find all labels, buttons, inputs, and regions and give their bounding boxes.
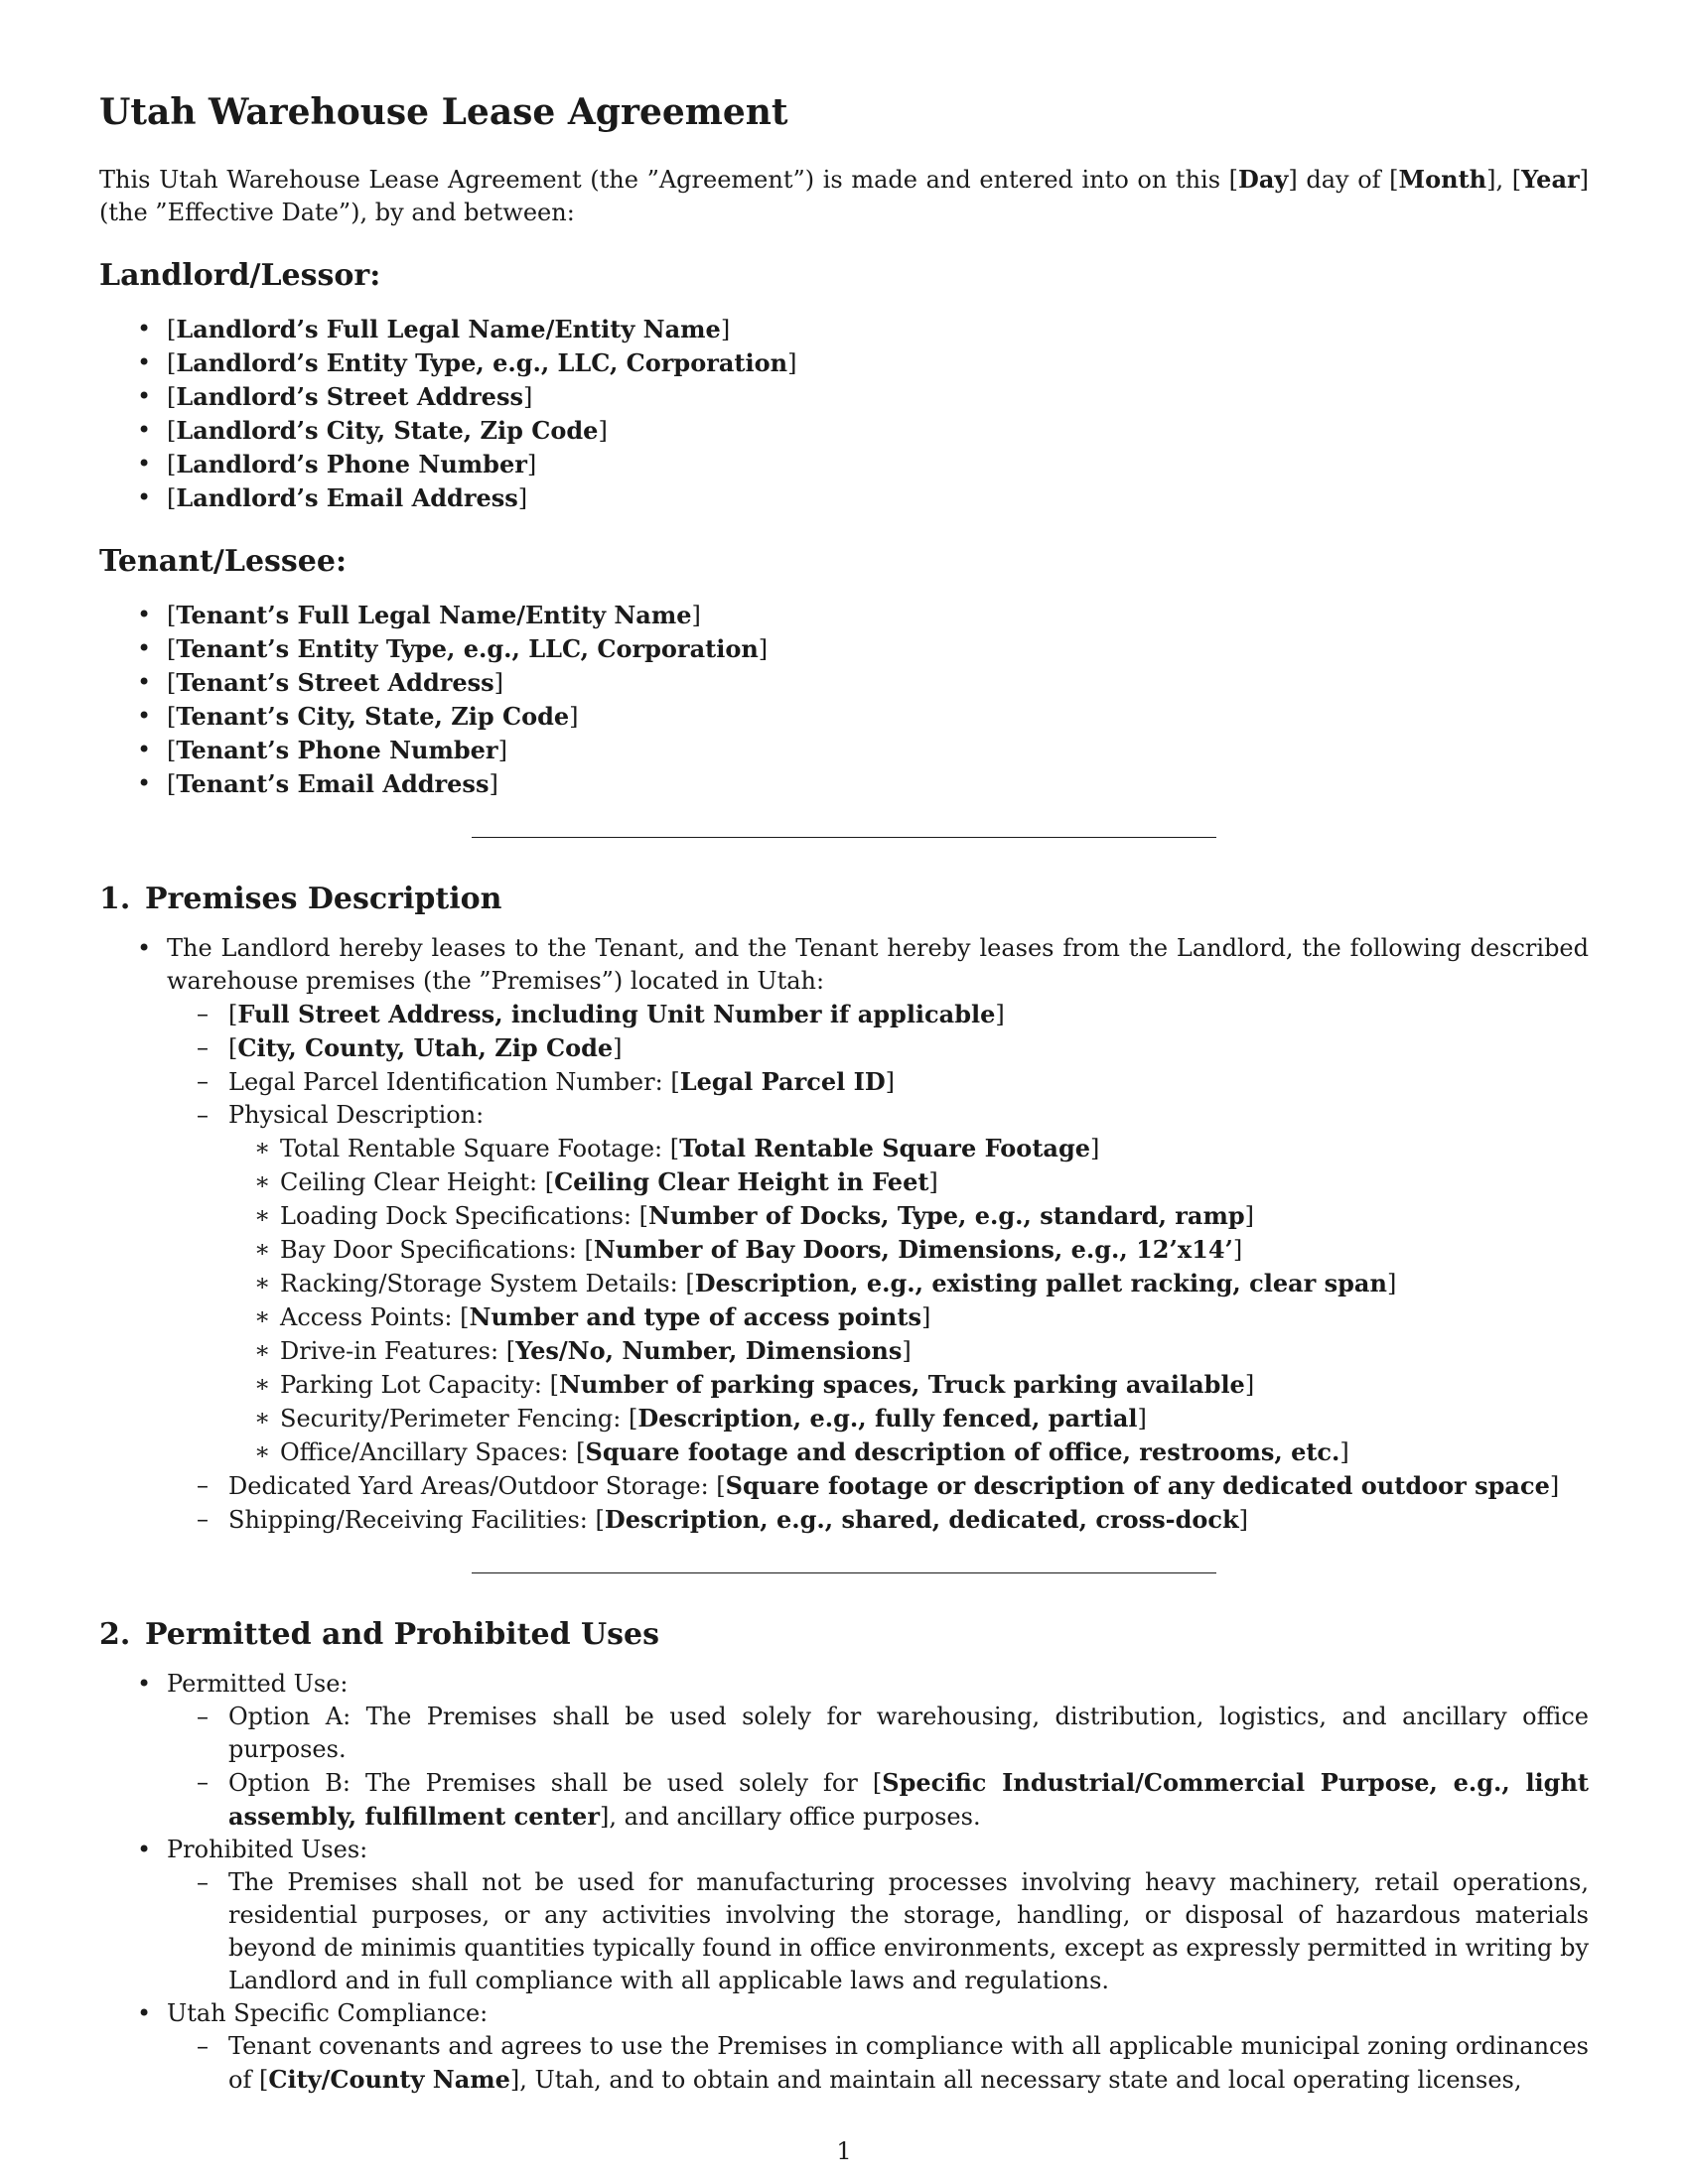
list-item: – [Full Street Address, including Unit Number if applicable]: [167, 998, 1589, 1031]
shipping-placeholder: Description, e.g., shared, dedicated, cross-dock: [604, 1505, 1239, 1534]
list-item: • [Tenant’s Email Address]: [99, 767, 1589, 801]
utah-text: , Utah, and to obtain and maintain all necessary state and local operating licenses,: [519, 2066, 1522, 2094]
list-item: [99, 932, 1589, 1537]
list-item: ∗ Office/Ancillary Spaces: [Square footage and description of office, restrooms, etc.]: [228, 1435, 1589, 1469]
list-item: • [Tenant’s Phone Number]: [99, 734, 1589, 767]
list-item: [167, 1866, 1589, 1997]
physical-label: Physical Description:: [228, 1101, 485, 1129]
list-item: ∗ Bay Door Specifications: [Number of Bay Doors, Dimensions, e.g., 12’x14’]: [228, 1233, 1589, 1267]
list-item: ∗ Parking Lot Capacity: [Number of parking spaces, Truck parking available]: [228, 1368, 1589, 1402]
list-item: [99, 1668, 1589, 1834]
prohibited-text: The Premises shall not be used for manufacturing processes involving heavy machinery, retail operations, residential purposes, or any activities involving the storage, handling, or disposal of hazardous materials beyond de minimis quantities typically found in office environments, except as expressly permitted in writing by Landlord and in full compliance with all applicable laws and regulations.: [228, 1868, 1589, 1994]
intro-text: day of: [1297, 166, 1390, 194]
tenant-phone-placeholder: Tenant’s Phone Number: [176, 736, 498, 764]
permitted-sublist: [167, 1701, 1589, 1834]
list-item: ∗ Access Points: [Number and type of access points]: [228, 1300, 1589, 1334]
section-title: Permitted and Prohibited Uses: [145, 1617, 660, 1652]
purpose-placeholder: Specific Industrial/Commercial Purpose, e.g., light assembly, fulfillment center: [228, 1768, 1589, 1831]
tenant-heading: Tenant/Lessee:: [99, 544, 348, 579]
list-item: – Legal Parcel Identification Number: [Legal Parcel ID]: [167, 1065, 1589, 1099]
item-label: Drive-in Features:: [280, 1337, 506, 1365]
landlord-phone-placeholder: Landlord’s Phone Number: [176, 450, 527, 478]
landlord-list: [99, 313, 1589, 515]
item-label: Parking Lot Capacity:: [280, 1371, 550, 1399]
city-placeholder: City, County, Utah, Zip Code: [237, 1033, 614, 1062]
page-number: 1: [836, 2137, 852, 2165]
document-title: Utah Warehouse Lease Agreement: [99, 91, 788, 133]
day-placeholder: Day: [1238, 165, 1289, 194]
list-item: – Tenant covenants and agrees to use the Premises in compliance with all applicable municipal zoning ordinances of [City/County Name], Utah, and to obtain and maintain all necessary state and local operating licenses,: [167, 2030, 1589, 2097]
tenant-street-placeholder: Tenant’s Street Address: [176, 668, 494, 697]
intro-text: ,: [1495, 166, 1512, 194]
physical-sublist: [228, 1132, 1589, 1469]
item-placeholder: Number of parking spaces, Truck parking available: [558, 1370, 1245, 1399]
list-item: • [Tenant’s City, State, Zip Code]: [99, 700, 1589, 734]
list-item: [167, 1701, 1589, 1766]
item-label: Racking/Storage System Details:: [280, 1270, 686, 1297]
city-county-placeholder: City/County Name: [268, 2065, 510, 2094]
utah-compliance-label: Utah Specific Compliance:: [167, 1999, 489, 2027]
list-item: ∗ Drive-in Features: [Yes/No, Number, Dimensions]: [228, 1334, 1589, 1368]
shipping-label: Shipping/Receiving Facilities:: [228, 1506, 596, 1534]
landlord-street-placeholder: Landlord’s Street Address: [176, 382, 523, 411]
list-item: ∗ Racking/Storage System Details: [Description, e.g., existing pallet racking, clear span]: [228, 1267, 1589, 1300]
tenant-email-placeholder: Tenant’s Email Address: [176, 769, 490, 798]
landlord-entity-placeholder: Landlord’s Entity Type, e.g., LLC, Corporation: [176, 348, 788, 377]
tenant-list: [99, 599, 1589, 801]
parcel-label: Legal Parcel Identification Number:: [228, 1068, 671, 1096]
item-placeholder: Square footage and description of office, restrooms, etc.: [585, 1437, 1340, 1466]
intro-text: This Utah Warehouse Lease Agreement (the ”Agreement”) is made and entered into on this: [99, 166, 1229, 194]
parcel-placeholder: Legal Parcel ID: [679, 1067, 886, 1096]
list-item: • [Landlord’s Street Address]: [99, 380, 1589, 414]
intro-paragraph: This Utah Warehouse Lease Agreement (the ”Agreement”) is made and entered into on this [Day] day of [Month], [Year] (the ”Effective Date”), by and between:: [99, 165, 1590, 226]
landlord-name-placeholder: Landlord’s Full Legal Name/Entity Name: [176, 315, 721, 343]
document-body: [99, 87, 1589, 2097]
list-item: ∗ Ceiling Clear Height: [Ceiling Clear Height in Feet]: [228, 1165, 1589, 1199]
section-number: 1.: [99, 882, 131, 916]
section-divider: [472, 1572, 1216, 1573]
item-label: Total Rentable Square Footage:: [280, 1135, 670, 1162]
list-item: ∗ Security/Perimeter Fencing: [Description, e.g., fully fenced, partial]: [228, 1402, 1589, 1435]
list-item: [99, 1834, 1589, 1997]
prohibited-uses-label: Prohibited Uses:: [167, 1836, 368, 1863]
item-placeholder: Description, e.g., existing pallet racking, clear span: [694, 1269, 1387, 1297]
tenant-name-placeholder: Tenant’s Full Legal Name/Entity Name: [176, 601, 692, 629]
item-placeholder: Number of Docks, Type, e.g., standard, ramp: [648, 1201, 1245, 1230]
item-label: Bay Door Specifications:: [280, 1236, 585, 1264]
list-item: – [City, County, Utah, Zip Code]: [167, 1031, 1589, 1065]
section-1-heading: [99, 880, 1589, 919]
month-placeholder: Month: [1398, 165, 1487, 194]
permitted-use-label: Permitted Use:: [167, 1670, 349, 1698]
item-placeholder: Number of Bay Doors, Dimensions, e.g., 12’x14’: [593, 1235, 1233, 1264]
item-label: Loading Dock Specifications:: [280, 1202, 639, 1230]
yard-placeholder: Square footage or description of any dedicated outdoor space: [725, 1471, 1550, 1500]
option-b-text: , and ancillary office purposes.: [609, 1803, 981, 1831]
list-item: • [Tenant’s Entity Type, e.g., LLC, Corporation]: [99, 632, 1589, 666]
premises-sublist: [167, 998, 1589, 1537]
section-2-list: [99, 1668, 1589, 2097]
intro-text: (the ”Effective Date”), by and between:: [99, 199, 575, 226]
section-divider: [472, 837, 1216, 838]
item-placeholder: Ceiling Clear Height in Feet: [554, 1167, 929, 1196]
tenant-city-placeholder: Tenant’s City, State, Zip Code: [176, 702, 570, 731]
option-b-text: Option B: The Premises shall be used solely for: [228, 1769, 873, 1797]
yard-label: Dedicated Yard Areas/Outdoor Storage:: [228, 1472, 717, 1500]
list-item: • [Landlord’s City, State, Zip Code]: [99, 414, 1589, 448]
list-item: ∗ Loading Dock Specifications: [Number of Docks, Type, e.g., standard, ramp]: [228, 1199, 1589, 1233]
landlord-email-placeholder: Landlord’s Email Address: [176, 483, 518, 512]
premises-lead-text: The Landlord hereby leases to the Tenant, and the Tenant hereby leases from the Landlord, the following described warehouse premises (the ”Premises”) located in Utah:: [167, 934, 1589, 995]
item-placeholder: Total Rentable Square Footage: [679, 1134, 1090, 1162]
list-item: • [Tenant’s Full Legal Name/Entity Name]: [99, 599, 1589, 632]
list-item: – Shipping/Receiving Facilities: [Description, e.g., shared, dedicated, cross-dock]: [167, 1503, 1589, 1537]
list-item: • [Tenant’s Street Address]: [99, 666, 1589, 700]
item-label: Access Points:: [280, 1303, 461, 1331]
item-label: Ceiling Clear Height:: [280, 1168, 545, 1196]
utah-text: Tenant covenants and agrees to use the Premises in compliance with all applicable municipal zoning ordinances of: [228, 2032, 1589, 2094]
item-placeholder: Description, e.g., fully fenced, partial: [637, 1404, 1138, 1433]
landlord-heading: Landlord/Lessor:: [99, 258, 381, 293]
item-label: Security/Perimeter Fencing:: [280, 1405, 629, 1433]
section-2-heading: [99, 1615, 1589, 1655]
utah-sublist: [167, 2030, 1589, 2097]
list-item: ∗ Total Rentable Square Footage: [Total Rentable Square Footage]: [228, 1132, 1589, 1165]
section-title: Premises Description: [145, 882, 502, 916]
prohibited-sublist: [167, 1866, 1589, 1997]
section-number: 2.: [99, 1617, 131, 1652]
list-item: • [Landlord’s Email Address]: [99, 481, 1589, 515]
list-item: [99, 1997, 1589, 2097]
list-item: • [Landlord’s Phone Number]: [99, 448, 1589, 481]
list-item: • [Landlord’s Full Legal Name/Entity Name]: [99, 313, 1589, 346]
list-item: – Dedicated Yard Areas/Outdoor Storage: [Square footage or description of any dedicated outdoor space]: [167, 1469, 1589, 1503]
list-item: [167, 1099, 1589, 1469]
list-item: – Option B: The Premises shall be used solely for [Specific Industrial/Commercial Purpose, e.g., light assembly, fulfillment center], and ancillary office purposes.: [167, 1766, 1589, 1834]
item-placeholder: Yes/No, Number, Dimensions: [515, 1336, 903, 1365]
item-label: Office/Ancillary Spaces:: [280, 1438, 577, 1466]
year-placeholder: Year: [1521, 165, 1580, 194]
landlord-city-placeholder: Landlord’s City, State, Zip Code: [176, 416, 599, 445]
item-placeholder: Number and type of access points: [469, 1302, 921, 1331]
list-item: • [Landlord’s Entity Type, e.g., LLC, Corporation]: [99, 346, 1589, 380]
option-a-text: Option A: The Premises shall be used solely for warehousing, distribution, logistics, and ancillary office purposes.: [228, 1703, 1589, 1763]
tenant-entity-placeholder: Tenant’s Entity Type, e.g., LLC, Corporation: [176, 634, 759, 663]
address-placeholder: Full Street Address, including Unit Number if applicable: [237, 1000, 996, 1028]
section-1-list: [99, 932, 1589, 1537]
